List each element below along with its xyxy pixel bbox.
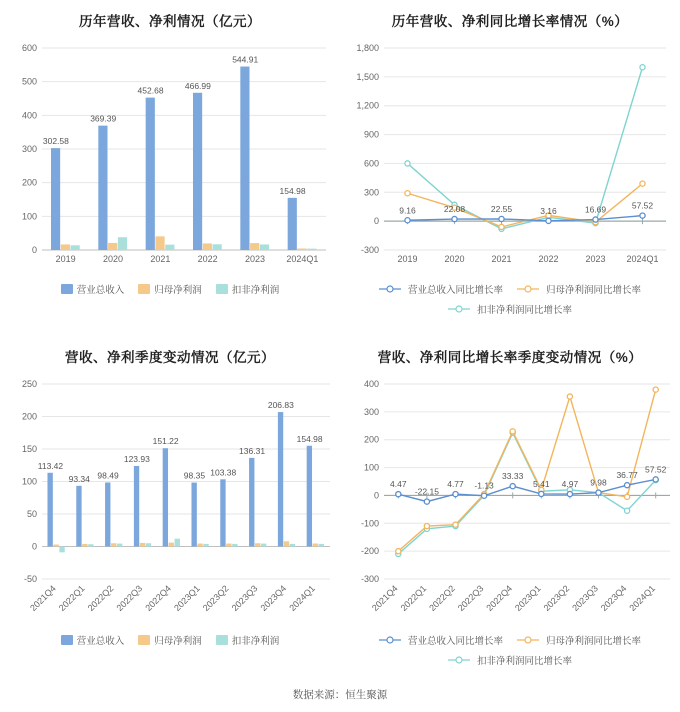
svg-text:57.52: 57.52 (645, 464, 667, 475)
legend-line-deducted (448, 304, 470, 314)
panel-quarterly-growth (340, 336, 680, 672)
svg-text:57.52: 57.52 (631, 200, 654, 211)
legend-label-netprofit-growth: 归母净利润同比增长率 (546, 285, 642, 296)
chart-annual-amount (0, 30, 340, 280)
svg-text:1,200: 1,200 (356, 100, 379, 111)
svg-text:0: 0 (31, 245, 37, 255)
panel-title: 历年营收、净利情况（亿元） (79, 14, 261, 29)
svg-text:900: 900 (363, 129, 379, 140)
legend-line-netprofit (517, 284, 539, 294)
legend-item-netprofit-growth[interactable] (517, 633, 641, 647)
svg-text:2022Q1: 2022Q1 (56, 583, 87, 614)
svg-text:600: 600 (21, 43, 37, 53)
svg-text:0: 0 (31, 541, 37, 552)
panel-annual-amount (0, 0, 340, 336)
svg-text:2022Q3: 2022Q3 (114, 583, 145, 614)
svg-text:9.16: 9.16 (399, 205, 416, 216)
svg-text:302.58: 302.58 (42, 136, 69, 147)
svg-text:3.16: 3.16 (540, 205, 557, 216)
svg-text:-300: -300 (360, 245, 379, 255)
legend-item-deducted[interactable] (216, 282, 280, 296)
svg-text:98.49: 98.49 (97, 470, 119, 481)
svg-text:4.47: 4.47 (390, 479, 407, 490)
svg-text:2023Q2: 2023Q2 (200, 583, 231, 614)
svg-text:-200: -200 (360, 546, 379, 557)
source-note: 数据来源：恒生聚源 (292, 689, 388, 701)
svg-text:2022Q3: 2022Q3 (455, 583, 486, 614)
svg-text:2022: 2022 (197, 254, 218, 264)
panel-title: 营收、净利同比增长率季度变动情况（%） (377, 350, 643, 365)
svg-text:2021Q4: 2021Q4 (369, 583, 400, 614)
svg-text:600: 600 (363, 158, 379, 169)
svg-text:-22.15: -22.15 (414, 486, 439, 497)
panel-quarterly-amount (0, 336, 340, 672)
legend-swatch-netprofit (138, 635, 150, 645)
svg-text:2023Q2: 2023Q2 (541, 583, 572, 614)
svg-text:2024Q1: 2024Q1 (286, 254, 319, 264)
svg-text:4.97: 4.97 (561, 479, 579, 490)
legend-swatch-revenue (61, 284, 73, 294)
svg-text:200: 200 (363, 434, 379, 445)
legend-item-netprofit[interactable] (138, 282, 202, 296)
svg-text:-1.13: -1.13 (474, 480, 494, 491)
legend-swatch-deducted (216, 635, 228, 645)
svg-text:250: 250 (21, 379, 37, 389)
svg-text:2023: 2023 (585, 254, 606, 264)
legend-label-deducted-growth: 扣非净利润同比增长率 (476, 305, 572, 316)
legend-label-netprofit-growth: 归母净利润同比增长率 (546, 636, 642, 647)
svg-text:22.55: 22.55 (490, 203, 513, 214)
svg-text:9.98: 9.98 (590, 477, 607, 488)
svg-text:2024Q1: 2024Q1 (627, 583, 658, 614)
svg-text:1,500: 1,500 (356, 71, 379, 82)
svg-text:50: 50 (26, 509, 37, 519)
svg-text:452.68: 452.68 (137, 85, 164, 96)
svg-text:4.77: 4.77 (447, 479, 464, 490)
svg-text:400: 400 (363, 379, 379, 389)
svg-text:0: 0 (373, 490, 379, 501)
legend-item-deducted-growth[interactable] (448, 302, 572, 316)
panel-title: 营收、净利季度变动情况（亿元） (65, 350, 275, 365)
svg-text:2023Q3: 2023Q3 (570, 583, 600, 614)
svg-text:113.42: 113.42 (37, 460, 64, 471)
legend-item-revenue-growth[interactable] (379, 633, 503, 647)
svg-text:300: 300 (363, 406, 379, 417)
svg-text:2019: 2019 (55, 254, 76, 264)
svg-text:22.08: 22.08 (443, 204, 466, 215)
svg-text:200: 200 (21, 411, 37, 422)
legend-item-deducted-growth[interactable] (448, 653, 572, 667)
svg-text:2024Q1: 2024Q1 (287, 583, 318, 614)
svg-text:500: 500 (21, 76, 37, 87)
svg-text:2021: 2021 (491, 254, 512, 264)
svg-text:2021Q4: 2021Q4 (28, 583, 58, 614)
legend-swatch-revenue (61, 635, 73, 645)
chart-quarterly-amount (0, 366, 340, 631)
svg-text:2021: 2021 (150, 254, 171, 264)
legend-label-netprofit: 归母净利润 (154, 285, 202, 296)
svg-text:544.91: 544.91 (232, 54, 259, 65)
legend-item-netprofit-growth[interactable] (517, 282, 641, 296)
svg-text:100: 100 (21, 476, 37, 487)
chart-annual-growth (340, 30, 680, 280)
panel-title: 历年营收、净利同比增长率情况（%） (391, 14, 629, 29)
svg-text:2022: 2022 (538, 254, 559, 264)
svg-text:2024Q1: 2024Q1 (626, 254, 659, 264)
panel-annual-growth (340, 0, 680, 336)
legend-line-revenue (379, 284, 401, 294)
svg-text:136.31: 136.31 (239, 445, 266, 456)
svg-text:2022Q1: 2022Q1 (398, 583, 429, 614)
svg-text:2020: 2020 (444, 254, 465, 264)
legend-label-deducted-growth: 扣非净利润同比增长率 (476, 656, 572, 667)
legend-label-deducted: 扣非净利润 (231, 636, 280, 647)
legend-line-revenue (379, 635, 401, 645)
svg-text:36.77: 36.77 (616, 470, 638, 481)
legend-annual-growth (340, 282, 680, 316)
svg-text:2023Q4: 2023Q4 (598, 583, 629, 614)
svg-text:154.98: 154.98 (296, 433, 323, 444)
svg-text:300: 300 (21, 144, 37, 154)
svg-text:100: 100 (363, 462, 379, 473)
svg-text:16.69: 16.69 (584, 204, 607, 215)
svg-text:2023Q1: 2023Q1 (172, 583, 202, 614)
svg-text:400: 400 (21, 110, 37, 121)
legend-line-deducted (448, 655, 470, 665)
chart-quarterly-growth (340, 366, 680, 631)
svg-text:2020: 2020 (102, 254, 124, 264)
legend-item-revenue-growth[interactable] (379, 282, 503, 296)
svg-text:2022Q2: 2022Q2 (427, 583, 457, 614)
legend-label-revenue: 营业总收入 (76, 636, 125, 647)
svg-text:123.93: 123.93 (123, 453, 150, 464)
svg-text:154.98: 154.98 (279, 185, 306, 196)
svg-text:103.38: 103.38 (210, 467, 237, 478)
legend-quarterly-growth (340, 633, 680, 667)
svg-text:466.99: 466.99 (184, 80, 211, 91)
svg-text:300: 300 (363, 187, 379, 198)
svg-text:369.39: 369.39 (90, 113, 117, 124)
legend-annual-amount (0, 282, 340, 296)
svg-text:150: 150 (21, 444, 37, 454)
legend-item-deducted[interactable] (216, 633, 280, 647)
svg-text:0: 0 (373, 216, 379, 227)
legend-item-netprofit[interactable] (138, 633, 202, 647)
legend-label-revenue: 营业总收入 (76, 285, 125, 296)
svg-text:151.22: 151.22 (152, 436, 179, 447)
svg-text:100: 100 (21, 211, 37, 222)
svg-text:98.35: 98.35 (183, 470, 206, 481)
svg-text:2022Q4: 2022Q4 (143, 583, 174, 614)
legend-item-revenue[interactable] (61, 282, 125, 296)
svg-text:33.33: 33.33 (502, 471, 524, 482)
legend-label-revenue-growth: 营业总收入同比增长率 (407, 636, 503, 647)
legend-label-netprofit: 归母净利润 (154, 636, 202, 647)
svg-text:1,800: 1,800 (356, 43, 379, 53)
svg-text:2023Q1: 2023Q1 (512, 583, 543, 614)
legend-line-netprofit (517, 635, 539, 645)
legend-swatch-deducted (216, 284, 228, 294)
svg-text:93.34: 93.34 (68, 473, 90, 484)
svg-text:2023Q3: 2023Q3 (229, 583, 260, 614)
legend-item-revenue[interactable] (61, 633, 125, 647)
legend-quarterly-amount (0, 633, 340, 647)
svg-text:2022Q4: 2022Q4 (484, 583, 515, 614)
svg-text:206.83: 206.83 (267, 400, 294, 411)
legend-swatch-netprofit (138, 284, 150, 294)
svg-text:2019: 2019 (397, 254, 418, 264)
svg-text:2022Q2: 2022Q2 (85, 583, 116, 614)
svg-text:-50: -50 (23, 574, 37, 584)
svg-text:5.41: 5.41 (533, 478, 550, 489)
svg-text:-300: -300 (360, 574, 379, 584)
svg-text:2023: 2023 (244, 254, 266, 264)
svg-text:2023Q4: 2023Q4 (258, 583, 289, 614)
legend-label-deducted: 扣非净利润 (231, 285, 280, 296)
svg-text:200: 200 (21, 177, 37, 188)
svg-text:-100: -100 (360, 518, 379, 529)
legend-label-revenue-growth: 营业总收入同比增长率 (407, 285, 503, 296)
